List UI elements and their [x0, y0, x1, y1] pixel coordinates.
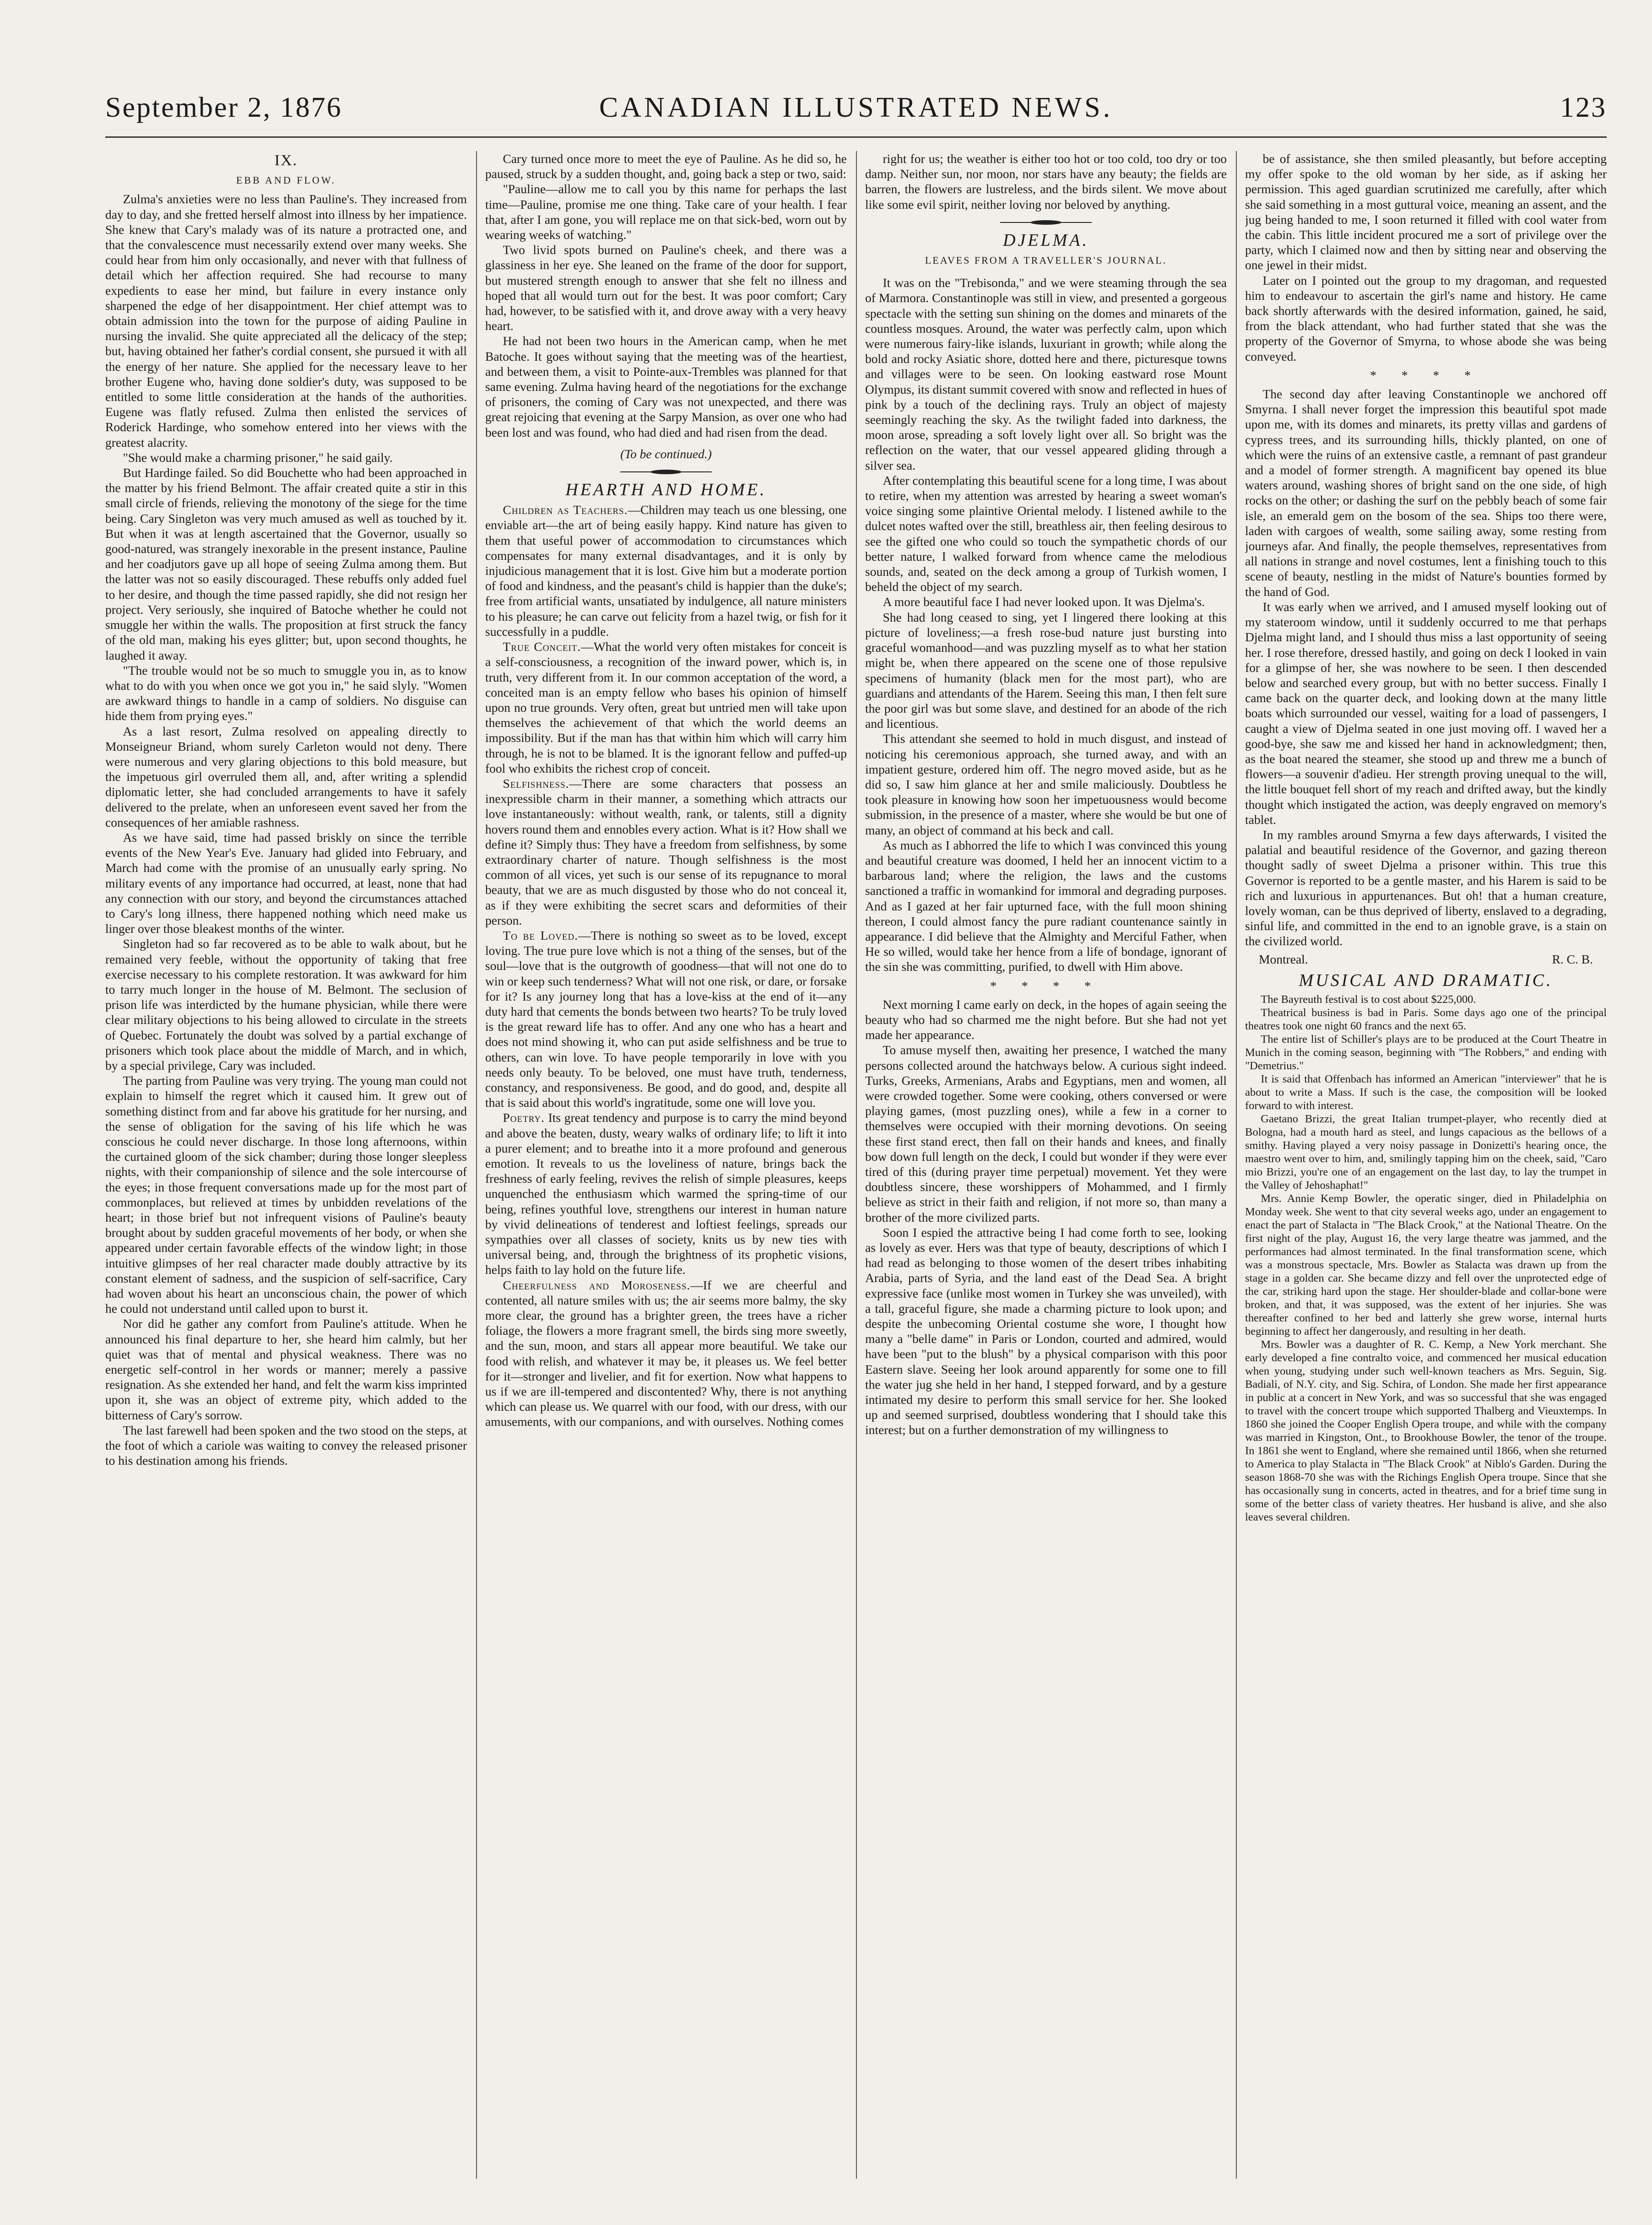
- story-paragraph: He had not been two hours in the American camp, when he met Batoche. It goes without saying that the meeting was of the heartiest, and between them, a visit to Pointe-aux-Trembles was planned for that same evening. Zulma having heard of the negotiations for the exchange of prisoners, the coming of Cary was not unexpected, and there was great rejoicing that evening at the Sarpy Mansion, as over one who had been lost and was found, who had died and had risen from the dead.: [485, 334, 847, 439]
- news-item: Mrs. Bowler was a daughter of R. C. Kemp, a New York merchant. She early developed a fine contralto voice, and commenced her musical education when young, studying under such well-known teachers as Mrs. Seguin, Sig. Badiali, of N.Y. city, and Sig. Schira, of London. She made her first appearance in public at a concert in New York, and was so successful that she was engaged to travel with the concert troupe which supported Thalberg and Vieuxtemps. In 1860 she joined the Cooper English Opera troupe, and while with the company was married in Kingston, Ont., to Brookhouse Bowler, the tenor of the troupe. In 1861 she went to England, where she remained until 1866, when she returned to America to play Stalacta in "The Black Crook" at Niblo's Garden. During the season 1868-70 she was with the Richings English Opera troupe. Since that she has occasionally sung in concerts, acted in theatres, and for a brief time sung in some of the better class of variety theatres. Her husband is alive, and she also leaves several children.: [1245, 1338, 1607, 1523]
- paragraph-lead: Poetry.: [503, 1110, 545, 1125]
- column-1: [105, 151, 467, 2179]
- paragraph-lead: To be Loved.: [503, 928, 579, 942]
- section-heading: DJELMA.: [1002, 230, 1089, 250]
- article-paragraph: She had long ceased to sing, yet I lingered there looking at this picture of loveliness;—a fresh rose-bud nature just bursting into graceful womanhood—and was puzzling myself as to what her station might be, when there appeared on the scene one of those repulsive specimens of humanity (black men for the most part), who are guardians and attendants of the Harem. Seeing this man, I then felt sure the poor girl was but some slave, and destined for an abode of the rich and licentious.: [865, 610, 1227, 731]
- section-heading: HEARTH AND HOME.: [565, 480, 767, 500]
- story-paragraph: The parting from Pauline was very trying. The young man could not explain to himself the regret which it caused him. It grew out of something distinct from and far above his gratitude for her nursing, and the sense of obligation for the saving of his life which he was conscious he could never discharge. In those long afternoons, within the curtained gloom of the sick chamber; during those longer sleepless nights, with their companionship of silence and the sole intercourse of the eyes; in those frequent conversations made up for the most part of commonplaces, but relieved at times by unbidden revelations of the heart; in those brief but not infrequent visions of Pauline's beauty brought about by sudden graceful movements of her body, or when she appeared under certain favorable effects of the window light; in those intuitive glimpses of her real character made doubly attractive by its constant element of sadness, and the suspicion of self-sacrifice, Cary had woven about his heart an unconscious chain, the power of which he could not understand until called upon to burst it.: [105, 1073, 467, 1316]
- paragraph-lead: True Conceit.: [503, 639, 581, 654]
- story-paragraph: Cary turned once more to meet the eye of Pauline. As he did so, he paused, struck by a sudden thought, and, going back a step or two, said:: [485, 152, 847, 181]
- paragraph-text: —What the world very often mistakes for conceit is a self-consciousness, a recognition of the inward power, which is, in truth, very different from it. In our common acceptation of the word, a conceited man is an empty fellow who bases his opinion of himself upon no true grounds. Very often, great but untried men will take upon themselves the achievement of that which the world deems an impossibility. But if the man has that within him which will carry him through, he is not to be blamed. It is the ignorant fellow and puffed-up fool who exhibits the richest crop of conceit.: [485, 639, 847, 775]
- article-paragraph: [485, 1110, 847, 1277]
- story-paragraph: Two livid spots burned on Pauline's cheek, and there was a glassiness in her eye. She leaned on the frame of the door for support, but mustered strength enough to answer that she felt no illness and hoped that all would turn out for the best. It was poor comfort; Cary had, however, to be satisfied with it, and drove away with a very heavy heart.: [485, 243, 847, 333]
- paragraph-lead: Children as Teachers.: [503, 503, 628, 517]
- column-rule: [856, 151, 857, 2179]
- column-4: [1245, 151, 1607, 2179]
- chapter-number: IX.: [274, 152, 298, 169]
- article-paragraph: It was early when we arrived, and I amused myself looking out of my stateroom window, until it suddenly occurred to me that perhaps Djelma might land, and I should thus miss a last opportunity of seeing her. I rose therefore, dressed hastily, and going on deck I looked in vain for a glimpse of her, she was nowhere to be seen. I then descended below and searched every group, but with no better success. Finally I came back on the quarter deck, and looking down at the many little boats which surrounded our vessel, waiting for a load of passengers, I caught a view of Djelma seated in one just moving off. I waved her a good-bye, she saw me and kissed her hand in acknowledgment; then, as the boat neared the steamer, she stood up and threw me a bunch of flowers—a souvenir d'adieu. Her strength proving unequal to the will, the little bouquet fell short of my reach and drifted away, but the kindly thought which instigated the action, was deeply engraved on memory's tablet.: [1245, 599, 1607, 827]
- story-paragraph: "She would make a charming prisoner," he said gaily.: [123, 450, 393, 465]
- paragraph-text: Its great tendency and purpose is to carry the mind beyond and above the beaten, dusty, weary walks of ordinary life; to lift it into a purer element; and to breathe into it a more profound and generous emotion. It reveals to us the loveliness of nature, brings back the freshness of early feeling, revives the relish of simple pleasures, keeps unquenched the enthusiasm which warmed the spring-time of our being, refines youthful love, strengthens our interest in human nature by vivid delineations of tenderest and loftiest feelings, spreads our sympathies over all classes of society, knits us by new ties with universal being, and, through the brightness of its prophetic visions, helps faith to lay hold on the future life.: [485, 1110, 847, 1277]
- article-paragraph: [485, 502, 847, 639]
- article-paragraph: A more beautiful face I had never looked upon. It was Djelma's.: [883, 595, 1205, 609]
- columns: [105, 151, 1607, 2179]
- column-3: [865, 151, 1227, 2179]
- paragraph-text: —If we are cheerful and contented, all nature smiles with us; the air seems more balmy, the sky more clear, the ground has a brighter green, the trees have a richer foliage, the flowers a more fragrant smell, the birds sing more sweetly, and the sun, moon, and stars all appear more beautiful. We take our food with relish, and whatever it may be, it pleases us. We feel better for it—stronger and livelier, and fit for exertion. Now what happens to us if we are ill-tempered and discontented? Why, there is not anything which can please us. We quarrel with our food, with our dress, with our amusements, with our companions, and with ourselves. Nothing comes: [485, 1278, 847, 1429]
- continued-note: (To be continued.): [620, 446, 712, 461]
- masthead-title: CANADIAN ILLUSTRATED NEWS.: [599, 92, 1113, 123]
- story-paragraph: "The trouble would not be so much to smuggle you in, as to know what to do with you when once we got you in," he said slyly. "Women are awkward things to handle in a camp of soldiers. No disguise can hide them from prying eyes.": [105, 663, 467, 723]
- story-paragraph: "Pauline—allow me to call you by this name for perhaps the last time—Pauline, promise me one thing. Take care of your health. I fear that, after I am gone, you will replace me on that sick-bed, worn out by wearing weeks of watching.": [485, 182, 847, 242]
- chapter-title: EBB AND FLOW.: [236, 174, 336, 186]
- ornament-divider-icon: [616, 469, 716, 475]
- paragraph-lead: Cheerfulness and Moroseness.: [503, 1278, 691, 1292]
- article-paragraph: It was on the "Trebisonda," and we were steaming through the sea of Marmora. Constantinople was still in view, and presented a gorgeous spectacle with the setting sun shining on the domes and minarets of the countless mosques. Around, the water was perfectly calm, upon which were numerous fairy-like islands, luxuriant in growth; while along the bold and rocky Asiatic shore, dotted here and there, picturesque towns and villages were to be seen. On looking eastward rose Mount Olympus, its distant summit covered with snow and reflected in hues of pink by a touch of the declining rays. Truly an object of majesty seemingly reaching the sky. As the twilight faded into darkness, the moon arose, spreading a soft lovely light over all. So bright was the reflection on the water, that our vessel appeared gliding through a silver sea.: [865, 276, 1227, 472]
- paragraph-text: —Children may teach us one blessing, one enviable art—the art of being easily happy. Kind nature has given to them that useful power of accommodation to circumstances which compensates for many external disadvantages, and it is only by injudicious management that it is lost. Give him but a moderate portion of food and kindness, and the peasant's child is happier than the duke's; free from artificial wants, unsatiated by indulgence, all nature ministers to his pleasure; he can carve out felicity from a hazel twig, or fish for it successfully in a puddle.: [485, 503, 847, 639]
- article-paragraph: [485, 776, 847, 928]
- masthead-date: September 2, 1876: [105, 92, 342, 123]
- page-number: 123: [1560, 92, 1607, 123]
- column-2: [485, 151, 847, 2179]
- masthead-rule: [105, 136, 1607, 138]
- section-kicker: LEAVES FROM A TRAVELLER'S JOURNAL.: [925, 254, 1167, 266]
- news-item: Mrs. Annie Kemp Bowler, the operatic singer, died in Philadelphia on Monday week. She went to that city several weeks ago, under an engagement to enact the part of Stalacta in "The Black Crook," at the National Theatre. On the first night of the play, August 16, the very large theatre was jammed, and the performances had almost terminated. In the final transformation scene, which was a monstrous spectacle, Mrs. Bowler as Stalacta was drawn up from the stage in a golden car. She became dizzy and fell over the unprotected edge of the car, striking hard upon the stage. Her shoulder-blade and collar-bone were broken, and that, it was supposed, was the extent of her injuries. She was thereafter confined to her bed and latterly she grew worse, internal hurts beginning to affect her dangerously, and resulting in her death.: [1245, 1192, 1607, 1337]
- article-paragraph: Next morning I came early on deck, in the hopes of again seeing the beauty who had so charmed me the night before. But she had not yet made her appearance.: [865, 997, 1227, 1042]
- story-paragraph: The last farewell had been spoken and the two stood on the steps, at the foot of which a cariole was waiting to convey the released prisoner to his destination among his friends.: [105, 1423, 467, 1468]
- article-paragraph: [485, 639, 847, 776]
- story-paragraph: Nor did he gather any comfort from Pauline's attitude. When he announced his final departure to her, she heard him calmly, but her quiet was that of mental and physical weakness. There was no energetic self-control in her words or manner; merely a passive resignation. As she extended her hand, and felt the warm kiss imprinted upon it, she was an object of extreme pity, which added to the bitterness of Cary's sorrow.: [105, 1316, 467, 1422]
- article-paragraph: Later on I pointed out the group to my dragoman, and requested him to endeavour to ascertain the girl's name and history. He came back shortly afterwards with the desired information, gained, he said, from the black attendant, who had further stated that she was the property of the Governor of Smyrna, to whose abode she was being conveyed.: [1245, 273, 1607, 363]
- paragraph-lead: Selfishness.: [503, 776, 569, 790]
- story-paragraph: But Hardinge failed. So did Bouchette who had been approached in the matter by his friend Belmont. The affair created quite a stir in this small circle of friends, relieving the monotony of the siege for the time being. Cary Singleton was very much amused as well as touched by it. But when it was at length ascertained that the Governor, usually so good-natured, was strangely inexorable in the present instance, Pauline and her coadjutors gave up all hope of seeing Zulma among them. But the latter was not so easily discouraged. These rebuffs only added fuel to her desire, and though the time passed rapidly, she did not resign her project. Very seriously, she inquired of Batoche whether he could not smuggle her within the walls. The proposition at first struck the fancy of the old man, making his eyes glitter; but, upon second thoughts, he laughed it away.: [105, 466, 467, 662]
- article-paragraph: To amuse myself then, awaiting her presence, I watched the many persons collected around the hatchways below. A curious sight indeed. Turks, Greeks, Armenians, Arabs and Egyptians, men and women, all were crowded together. Some were cooking, others conversed or were playing games, (most puzzling ones), while a few in a corner to themselves were occupied with their morning devotions. On seeing these first stand erect, then fall on their hands and knees, and finally bow down full length on the deck, I could but wonder if they were ever tired of this (during prayer time perpetual) movement. Yet they were doubtless sincere, these worshippers of Mohammed, and I firmly believe as strict in their faith and religion, if not more so, than many a brother of the more civilized parts.: [865, 1043, 1227, 1224]
- ornament-divider-icon: [996, 219, 1096, 226]
- signature-initials: R. C. B.: [1552, 952, 1593, 966]
- article-paragraph: After contemplating this beautiful scene for a long time, I was about to retire, when my attention was arrested by hearing a sweet woman's voice singing some plaintive Oriental melody. I listened awhile to the dulcet notes wafted over the still, breathless air, then feeling desirous to see the gifted one who could so touch the sympathetic chords of our better nature, I walked forward from whence came the melodious sounds, and, seated on the deck among a group of Turkish women, I beheld the object of my search.: [865, 473, 1227, 594]
- article-paragraph: [485, 1278, 847, 1429]
- news-item: The Bayreuth festival is to cost about $225,000.: [1261, 993, 1476, 1006]
- article-paragraph: right for us; the weather is either too hot or too cold, too dry or too damp. Neither sun, nor moon, nor stars have any beauty; the fields are barren, the flowers are lustreless, and the birds silent. We move about like some evil spirit, neither loving nor beloved by anything.: [865, 152, 1227, 211]
- section-heading: MUSICAL AND DRAMATIC.: [1299, 970, 1553, 990]
- news-item: It is said that Offenbach has informed an American "interviewer" that he is about to write a Mass. If such is the case, the composition will be looked forward to with interest.: [1245, 1072, 1607, 1112]
- article-paragraph: As much as I abhorred the life to which I was convinced this young and beautiful creature was doomed, I held her an innocent victim to a barbarous land; where the religion, the laws and the customs sanctioned a traffic in womankind for immoral and degrading purposes. And as I gazed at her fair upturned face, with the full moon shining thereon, I could almost fancy the pure radiant countenance saintly in appearance. I did believe that the Almighty and Merciful Father, when He so willed, would take her hence from a life of bondage, ignorant of the sin she was committing, purified, to dwell with Him above.: [865, 838, 1227, 974]
- news-item: Gaetano Brizzi, the great Italian trumpet-player, who recently died at Bologna, had a mouth hard as steel, and lungs capacious as the bellows of a smithy. Having played a very noisy passage in Donizetti's hearing once, the maestro went over to him, and, smilingly tapping him on the cheek, said, "Caro mio Brizzi, you're one of an engagement on the last day, to lay the trumpet in the Valley of Jehoshaphat!": [1245, 1112, 1607, 1191]
- paragraph-text: —There are some characters that possess an inexpressible charm in their manner, a something which attracts our love instantaneously: without wealth, rank, or talents, still a dignity hovers round them and ennobles every action. What is it? How shall we define it? Simply thus: They have a freedom from selfishness, by some extraordinary charter of nature. Though selfishness is the most common of all vices, yet such is our sense of its repugnance to moral beauty, that we are as much disgusted by those who do not conceal it, as if they were exhibiting the secret scars and deformities of their person.: [485, 776, 847, 927]
- news-item: The entire list of Schiller's plays are to be produced at the Court Theatre in Munich in the coming season, beginning with "The Robbers," and ending with "Demetrius.": [1245, 1033, 1607, 1072]
- column-rule: [476, 151, 477, 2179]
- column-rule: [1236, 151, 1237, 2179]
- story-paragraph: Singleton had so far recovered as to be able to walk about, but he remained very feeble, without the opportunity of taking that free exercise necessary to his complete restoration. It was awkward for him to tarry much longer in the house of M. Belmont. The seclusion of prison life was interdicted by the humane physician, while there were clear military objections to his being allowed to circulate in the streets of Quebec. Fortunately the doubt was solved by a partial exchange of prisoners which took place about the middle of March, and in which, by a special privilege, Cary was included.: [105, 937, 467, 1072]
- section-break: * * * *: [1370, 368, 1482, 382]
- article-paragraph: The second day after leaving Constantinople we anchored off Smyrna. I shall never forget the impression this beautiful spot made upon me, with its domes and minarets, its pretty villas and gardens of cypress trees, and its surrounding hills, thickly planted, on one of which were the ruins of an extensive castle, a remnant of past grandeur and a model of former strength. A magnificent bay opened its blue waters around, washing shores of bright sand on the one side, of high rocks on the other; or dashing the surf on the pebbly beach of some fair isle, an emerald gem on the bosom of the sea. Ships too there were, laden with cargoes of wealth, some sailing away, some resting from journeys afar. And finally, the people themselves, representatives from all nations in strange and novel costumes, lent a finishing touch to this scene of beauty, nestling in the midst of Nature's bounties formed by the hand of God.: [1245, 387, 1607, 599]
- story-paragraph: Zulma's anxieties were no less than Pauline's. They increased from day to day, and she fretted herself almost into illness by her impatience. She knew that Cary's malady was of its nature a protracted one, and that the convalescence must necessarily extend over many weeks. She could hear from him only occasionally, and never with that fullness of detail which her affection required. She had recourse to many expedients to ease her mind, but failure in every instance only sharpened the edge of her disappointment. Her chief attempt was to obtain admission into the town for the purpose of aiding Pauline in nursing the invalid. She quite appreciated all the delicacy of the step; but, having obtained her father's cordial consent, she pursued it with all the energy of her nature. She applied for the necessary leave to her brother Eugene who, having done soldier's duty, was supposed to be entitled to some little consideration at the hands of the authorities. Eugene was flatly refused. Zulma then enlisted the services of Roderick Hardinge, who somehow entered into her views with the greatest alacrity.: [105, 192, 467, 449]
- article-paragraph: This attendant she seemed to hold in much disgust, and instead of noticing his ceremonious approach, she turned away, and with an impatient gesture, ordered him off. The negro moved aside, but as he did so, I saw him glance at her and smile maliciously. Doubtless he took pleasure in knowing how soon her impetuousness would become submission, in the presence of a master, where she would be but one of many, an object of command at his beck and call.: [865, 731, 1227, 837]
- news-item: Theatrical business is bad in Paris. Some days ago one of the principal theatres took one night 60 francs and the next 65.: [1245, 1006, 1607, 1032]
- masthead: [105, 87, 1607, 142]
- section-break: * * * *: [990, 978, 1102, 993]
- signature-place: Montreal.: [1259, 952, 1308, 966]
- article-paragraph: [485, 928, 847, 1110]
- paragraph-text: —There is nothing so sweet as to be loved, except loving. The true pure love which is not a thing of the senses, but of the soul—love that is the outgrowth of goodness—that will not one do to win or keep such tenderness? What will not one risk, or dare, or forsake for it? Is any journey long that has a love-kiss at the end of it—any duty hard that cements the bonds between two hearts? To be truly loved is the great reward life has to offer. And any one who has a heart and does not mind showing it, who can put aside selfishness and be true to others, can win love. To have people temporarily in love with you needs only beauty. To be beloved, one must have truth, tenderness, constancy, and responsiveness. Be good, and do good, and, despite all that is said about this world's ingratitude, some one will love you.: [485, 928, 847, 1110]
- article-paragraph: In my rambles around Smyrna a few days afterwards, I visited the palatial and beautiful residence of the Governor, and gazing thereon thought sadly of sweet Djelma a prisoner within. This true this Governor is reported to be a gentle master, and his Harem is said to be rich and luxurious in appurtenances. But oh! that a human creature, lovely woman, can be thus deprived of liberty, enslaved to a degrading, sinful life, and committed in the end to an ignoble grave, is a stain on the civilized world.: [1245, 827, 1607, 948]
- story-paragraph: As a last resort, Zulma resolved on appealing directly to Monseigneur Briand, whom surely Carleton would not deny. There were numerous and very glaring objections to this bold measure, but the impetuous girl overruled them all, and, after writing a splendid diplomatic letter, she had concluded arrangements to have it safely delivered to the prelate, when an unforeseen event saved her from the consequences of her amiable rashness.: [105, 724, 467, 829]
- article-paragraph: be of assistance, she then smiled pleasantly, but before accepting my offer spoke to the old woman by her side, as if asking her permission. This aged guardian scrutinized me carefully, after which she said something in a most guttural voice, meaning an assent, and the jug being handed to me, I soon returned it filled with cool water from the cabin. This little incident procured me a sort of privilege over the party, which I claimed now and then by sitting near and observing the one jewel in their midst.: [1245, 152, 1607, 272]
- article-paragraph: Soon I espied the attractive being I had come forth to see, looking as lovely as ever. Hers was that type of beauty, descriptions of which I had read as belonging to those women of the desert tribes inhabiting Arabia, parts of Syria, and the land east of the Dead Sea. A bright expressive face (unlike most women in Turkey she was unveiled), with a tall, graceful figure, she made a charming picture to look upon; and despite the unbecoming Oriental costume she wore, I thought how many a "belle dame" in Paris or London, courted and admired, would have been "put to the blush" by a physical comparison with this poor Eastern slave. Seeing her look around apparently for some one to fill the water jug she held in her hand, I stepped forward, and by a gesture intimated my desire to perform this small service for her. She looked up and seemed surprised, doubtless wondering that I should take this interest; but on a further demonstration of my willingness to: [865, 1225, 1227, 1437]
- signature: [1245, 952, 1607, 967]
- story-paragraph: As we have said, time had passed briskly on since the terrible events of the New Year's Eve. January had glided into February, and March had come with the promise of an unusually early spring. No military events of any importance had occurred, at least, none that had any connection with our story, and beyond the circumstances attached to Cary's long illness, there happened nothing which need make us linger over those bleakest months of the winter.: [105, 830, 467, 936]
